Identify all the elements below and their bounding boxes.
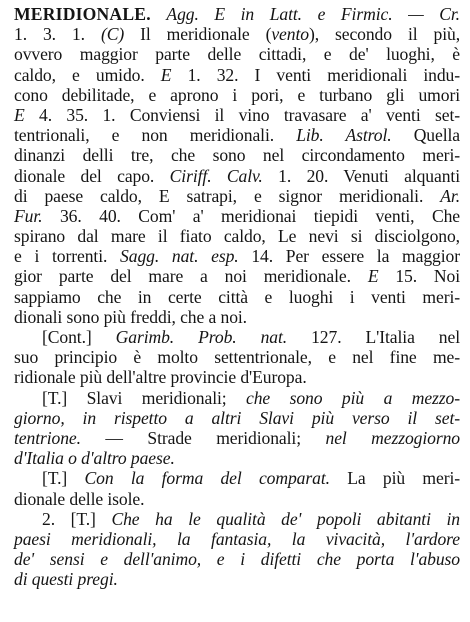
text-segment: dionale delle isole.: [14, 488, 145, 509]
italic-text: de' sensi e dell'animo, e i difetti che porta l'abuso: [14, 549, 460, 570]
italic-text: Sagg. nat. esp.: [120, 246, 239, 267]
italic-text: che sono più a mezzo-: [246, 387, 460, 408]
text-line: [14, 388, 460, 408]
text-line: [14, 529, 460, 549]
text-segment: e i torrenti.: [14, 246, 121, 267]
italic-text: tentrione.: [14, 427, 81, 448]
text-segment: 1. 32. I venti meridionali indu-: [171, 64, 461, 85]
text-line: [14, 125, 460, 145]
text-line: [14, 448, 460, 468]
italic-text: Con la forma del comparat.: [84, 468, 330, 489]
text-line: [14, 489, 460, 509]
italic-text: Fur.: [14, 205, 43, 226]
text-line: [14, 287, 460, 307]
text-segment: — Strade meridionali;: [80, 427, 326, 448]
italic-text: giorno, in rispetto a altri Slavi più verso il set-: [14, 407, 460, 428]
text-line: [14, 24, 460, 44]
text-segment: dinanzi delli tre, che sono nel circondamento meri-: [14, 145, 460, 166]
text-line: [14, 549, 460, 569]
text-segment: ), secondo il più,: [308, 24, 460, 45]
text-segment: sappiamo che in certe città e luoghi i venti meri-: [14, 286, 460, 307]
text-line: [14, 468, 460, 488]
italic-text: Garimb. Prob. nat.: [115, 327, 288, 347]
text-segment: gior parte del mare a noi meridionale.: [14, 266, 368, 287]
italic-text: paesi meridionali, la fantasia, la vivacità, l'ardore: [14, 528, 460, 549]
text-segment: ridionale più dell'altre provincie d'Europa.: [14, 367, 307, 388]
italic-text: (C): [100, 24, 125, 45]
text-line: [14, 44, 460, 64]
italic-text: nel mezzogiorno: [325, 427, 461, 448]
text-segment: spirano dal mare il fiato caldo, Le nevi si disciolgono,: [14, 226, 460, 247]
text-line: [14, 428, 460, 448]
text-segment: suo principio è molto settentrionale, e nel fine me-: [14, 347, 460, 368]
text-line: [14, 85, 460, 105]
text-segment: 36. 40. Com' a' meridionai tiepidi venti, Che: [42, 205, 460, 226]
text-line: [14, 347, 460, 367]
text-segment: 4. 35. 1. Conviensi il vino travasare a' venti set-: [24, 104, 460, 125]
italic-text: Ar.: [440, 185, 460, 206]
text-segment: cono debilitade, e aprono i pori, e turbano gli umori: [14, 84, 460, 105]
text-line: [14, 65, 460, 85]
text-line: [14, 307, 460, 327]
text-segment: 127. L'Italia nel: [287, 327, 460, 347]
italic-text: d'Italia o d'altro paese.: [14, 448, 175, 469]
text-line: [14, 166, 460, 186]
text-segment: 2. [T.]: [42, 508, 112, 529]
text-segment: [T.] Slavi meridionali;: [42, 387, 247, 408]
text-segment: 1. 20. Venuti alquanti: [262, 165, 460, 186]
text-segment: [Cont.]: [42, 327, 116, 347]
italic-text: E: [367, 266, 379, 287]
text-segment: Il meridionale (: [124, 24, 272, 45]
text-line: [14, 206, 460, 226]
text-line: [14, 226, 460, 246]
italic-text: Agg. E in Latt. e Firmic. — Cr.: [166, 4, 460, 24]
text-line: [14, 186, 460, 206]
text-line: [14, 4, 460, 24]
text-segment: [151, 4, 167, 24]
text-line: [14, 105, 460, 125]
text-segment: 15. Noi: [378, 266, 461, 287]
text-segment: 14. Per essere la maggior: [238, 246, 460, 267]
text-line: [14, 266, 460, 286]
italic-text: E: [160, 64, 172, 85]
italic-text: Ciriff. Calv.: [169, 165, 263, 186]
text-line: [14, 246, 460, 266]
text-segment: 1. 3. 1.: [14, 24, 101, 45]
text-segment: Quella: [391, 125, 460, 146]
text-segment: di paese caldo, E satrapi, e signor meridionali.: [14, 185, 441, 206]
text-line: [14, 509, 460, 529]
text-line: [14, 408, 460, 428]
italic-text: di questi pregi.: [14, 569, 118, 590]
italic-text: Che ha le qualità de' popoli abitanti in: [111, 508, 461, 529]
text-line: [14, 145, 460, 165]
italic-text: E: [14, 104, 25, 125]
text-segment: ovvero maggior parte delle cittadi, e de' luoghi, è: [14, 44, 460, 65]
text-line: [14, 569, 460, 589]
italic-text: Lib. Astrol.: [296, 125, 392, 146]
text-segment: caldo, e umido.: [14, 64, 161, 85]
text-segment: dionali sono più freddi, che a noi.: [14, 306, 247, 327]
text-segment: tentrionali, e non meridionali.: [14, 125, 297, 146]
italic-text: vento: [271, 24, 309, 45]
text-line: [14, 327, 460, 347]
text-line: [14, 367, 460, 387]
dictionary-entry: [14, 4, 460, 589]
headword: MERIDIONALE.: [14, 4, 151, 24]
text-segment: La più meri-: [329, 468, 460, 489]
text-segment: dionale del capo.: [14, 165, 170, 186]
text-segment: [T.]: [42, 468, 85, 489]
